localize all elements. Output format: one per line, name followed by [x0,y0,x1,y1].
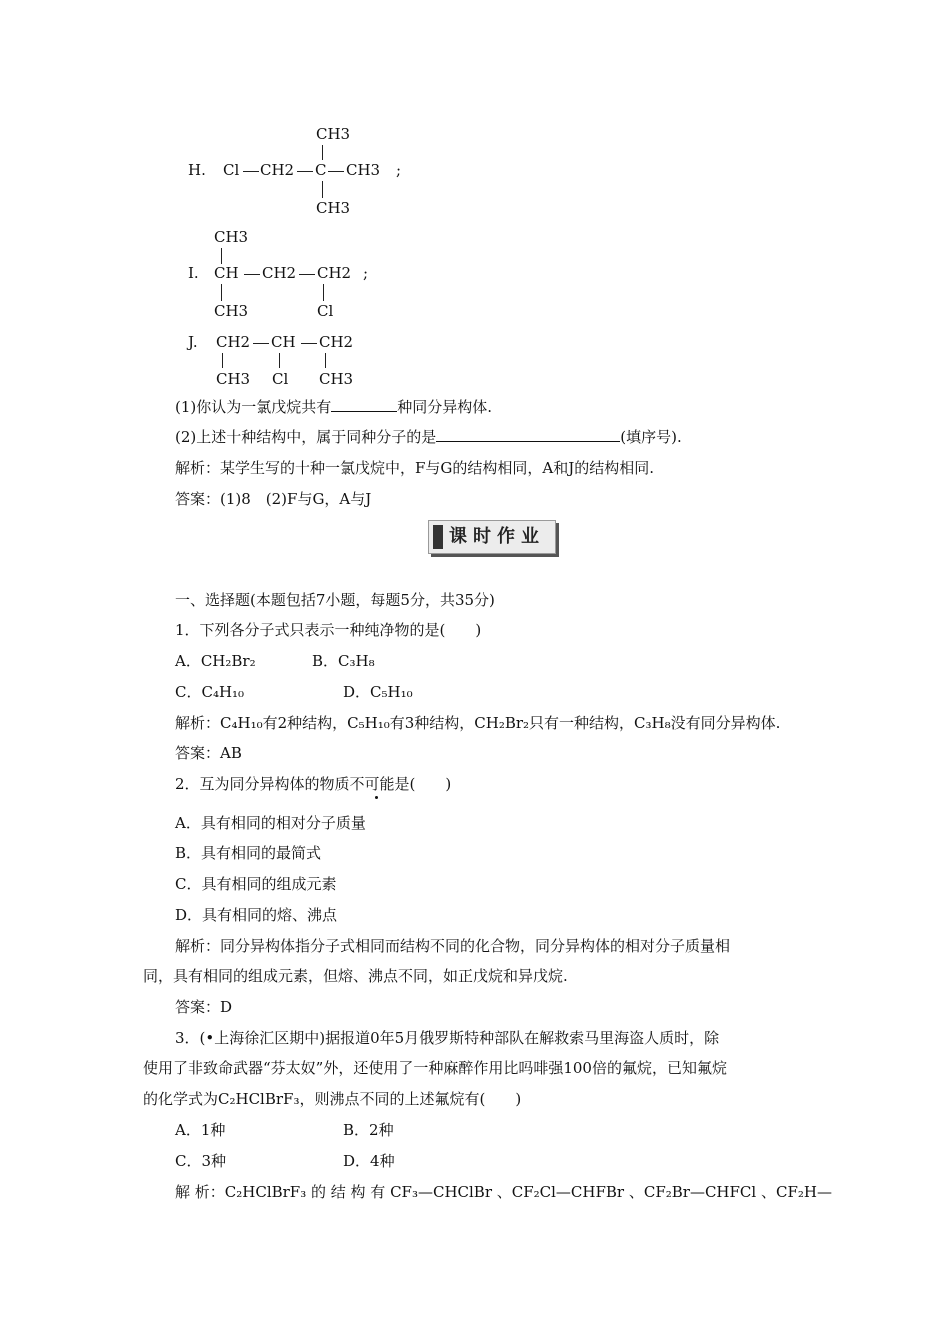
h-cl: Cl [223,161,240,179]
j-bond-c [325,353,326,368]
i-cl: Cl [317,302,334,320]
q3-line1: 3．(•上海徐汇区期中)据报道0年5月俄罗斯特种部队在解救索马里海盗人质时，除 [175,1029,720,1047]
section-heading: 一、选择题(本题包括7小题，每题5分，共35分) [175,591,495,609]
j-bond-b [279,353,280,368]
q3-option-b: B．2种 [343,1121,394,1139]
h-top-ch3: CH3 [316,125,351,143]
q3-option-d: D．4种 [343,1152,395,1170]
q2-option-d: D．具有相同的熔、沸点 [175,906,338,924]
q2-suffix: (填序号). [620,428,682,446]
question-answer: 答案：(1)8 (2)F与G，A与J [175,490,372,508]
j-bond-1 [253,343,269,344]
j-bond-2 [301,343,317,344]
q1-option-b: B．C₃H₈ [312,652,375,670]
q2-option-a: A．具有相同的相对分子质量 [175,814,366,832]
i-bottom-ch3: CH3 [214,302,249,320]
h-right-ch3: CH3 [346,161,381,179]
h-ch2: CH2 [260,161,295,179]
q3-line2: 使用了非致命武器“芬太奴”外，还使用了一种麻醉作用比吗啡强100倍的氟烷，已知氟烷 [143,1059,727,1077]
q3-analysis: 解 析：C₂HClBrF₃ 的 结 构 有 CF₃—CHClBr 、CF₂Cl—CHFBr 、CF₂Br—CHFCl 、CF₂H— [175,1183,832,1201]
i-bond-cl [323,284,324,301]
q2-analysis-line2: 同，具有相同的组成元素，但熔、沸点不同，如正戊烷和异戊烷. [143,967,568,985]
h-c: C [315,161,327,179]
q3-option-c: C．3种 [175,1152,227,1170]
q2-blank [436,427,620,442]
h-sep: ; [396,161,402,179]
section-banner [428,520,556,554]
q1-prefix: (1)你认为一氯戊烷共有 [175,398,332,416]
q2-analysis-line1: 解析：同分异构体指分子式相同而结构不同的化合物，同分异构体的相对分子质量相 [175,937,731,955]
h-bond-2 [297,171,313,172]
q1-option-c: C．C₄H₁₀ [175,683,245,701]
q2-answer: 答案：D [175,998,233,1016]
q2-stem: 2．互为同分异构体的物质不可能是( ) [175,775,452,793]
q1-answer: 答案：AB [175,744,242,762]
q2-option-b: B．具有相同的最简式 [175,844,322,862]
q1-option-d: D．C₅H₁₀ [343,683,413,701]
i-ch2b: CH2 [317,264,352,282]
q1-blank [331,397,397,412]
i-bond-up [221,248,222,264]
q1-option-a: A．CH₂Br₂ [175,652,256,670]
h-bottom-ch3: CH3 [316,199,351,217]
h-bond-1 [243,171,259,172]
i-ch: CH [214,264,239,282]
h-bond-down [322,181,323,198]
question-2 [175,427,682,447]
banner-tab [433,525,443,549]
label-j: J. [188,333,198,351]
banner-title: 课时作业 [449,526,545,547]
label-h: H. [188,161,206,179]
j-ch: CH [271,333,296,351]
q1-stem: 1．下列各分子式只表示一种纯净物的是( ) [175,621,482,639]
q1-suffix: 种同分异构体. [397,398,493,416]
q1-analysis: 解析：C₄H₁₀有2种结构，C₅H₁₀有3种结构，CH₂Br₂只有一种结构，C₃H₈没有同分异构体. [175,714,781,732]
question-analysis: 解析：某学生写的十种一氯戊烷中，F与G的结构相同，A和J的结构相同. [175,459,655,477]
label-i: I. [188,264,199,282]
i-top-ch3: CH3 [214,228,249,246]
question-1 [175,397,492,417]
h-bond-up [322,145,323,160]
i-ch2a: CH2 [262,264,297,282]
i-bond-down [221,284,222,301]
j-bond-a [222,353,223,368]
i-bond-2 [299,274,315,275]
j-ch2a: CH2 [216,333,251,351]
j-ch2b: CH2 [319,333,354,351]
emphasis-dot [375,796,378,799]
q3-option-a: A．1种 [175,1121,226,1139]
q3-line3: 的化学式为C₂HClBrF₃，则沸点不同的上述氟烷有( ) [143,1090,522,1108]
i-sep: ; [363,264,369,282]
j-ch3b: CH3 [319,370,354,388]
q2-option-c: C．具有相同的组成元素 [175,875,337,893]
j-ch3a: CH3 [216,370,251,388]
h-bond-3 [328,171,344,172]
q2-prefix: (2)上述十种结构中，属于同种分子的是 [175,428,437,446]
i-bond-1 [244,274,260,275]
j-cl: Cl [272,370,289,388]
